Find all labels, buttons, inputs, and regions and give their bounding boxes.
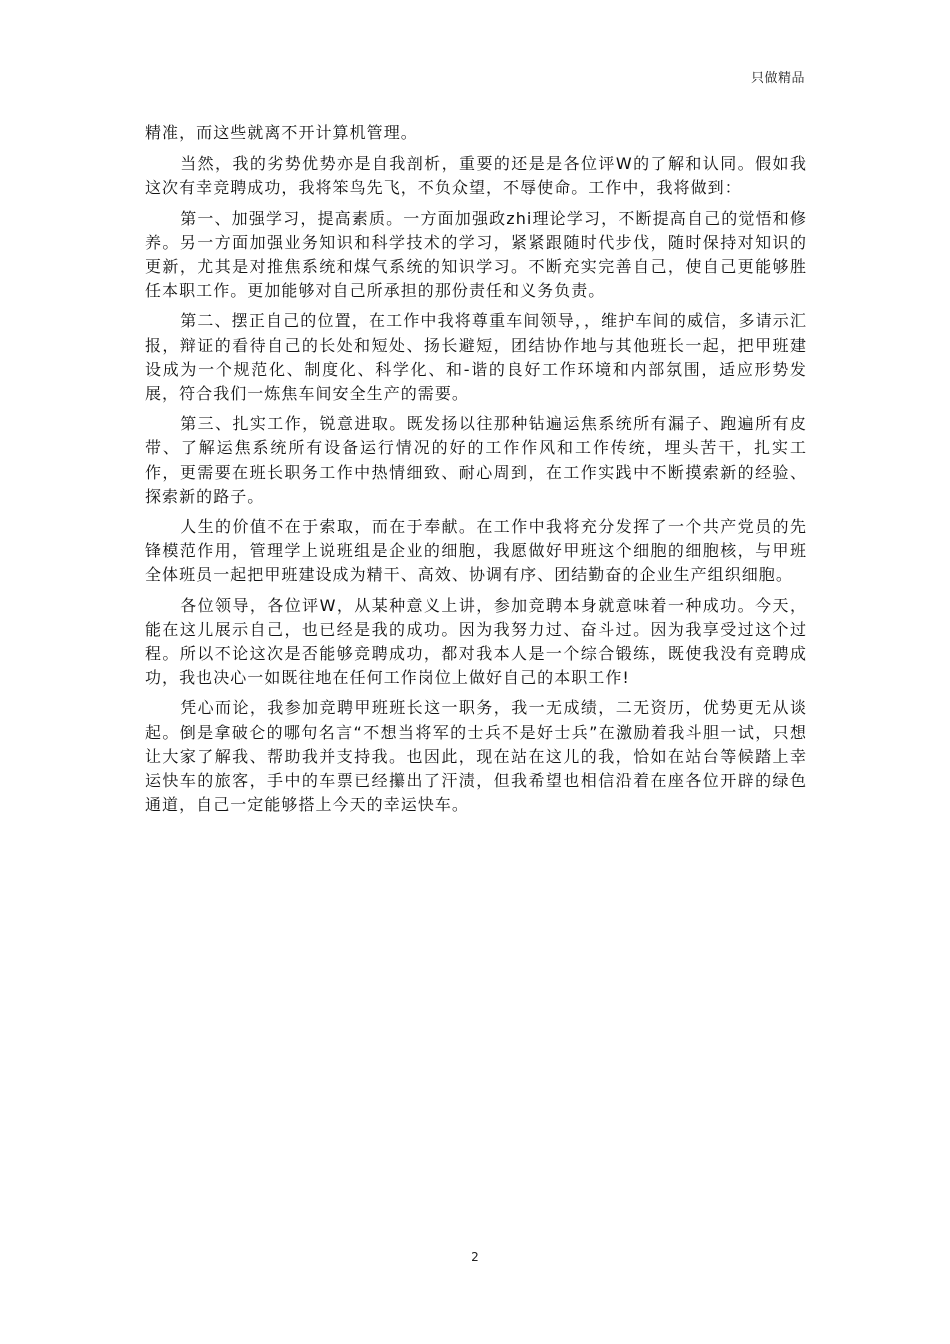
- paragraph-point-one: 第一、加强学习，提高素质。一方面加强政zhi理论学习，不断提高自己的觉悟和修养。另一方面加强业务知识和科学技术的学习，紧紧跟随时代步伐，随时保持对知识的更新，尤其是对推焦系统和煤气系统的知识学习。不断充实完善自己，使自己更能够胜任本职工作。更加能够对自己所承担的那份责任和义务负责。: [145, 208, 807, 301]
- header-label: 只做精品: [750, 71, 805, 86]
- paragraph-point-two: 第二、摆正自己的位置，在工作中我将尊重车间领导，，维护车间的威信，多请示汇报，辩证的看待自己的长处和短处、扬长避短，团结协作地与其他班长一起，把甲班建设成为一个规范化、制度化、科学化、和-谐的良好工作环境和内部氛围，适应形势发展，符合我们一炼焦车间安全生产的需要。: [145, 311, 807, 404]
- page-number: 2: [471, 1250, 479, 1264]
- paragraph-point-three: 第三、扎实工作，锐意进取。既发扬以往那种钻遍运焦系统所有漏子、跑遍所有皮带、了解运焦系统所有设备运行情况的好的工作作风和工作传统，埋头苦干，扎实工作，更需要在班长职务工作中热情细致、耐心周到，在工作实践中不断摸索新的经验、探索新的路子。: [145, 414, 807, 506]
- paragraph-self-analysis: 当然，我的劣势优势亦是自我剖析，重要的还是是各位评W的了解和认同。假如我这次有幸竞聘成功，我将笨鸟先飞，不负众望，不辱使命。工作中，我将做到：: [145, 154, 807, 198]
- paragraph-address-leaders: 各位领导，各位评W，从某种意义上讲，参加竞聘本身就意味着一种成功。今天，能在这儿展示自己，也已经是我的成功。因为我努力过、奋斗过。因为我享受过这个过程。所以不论这次是否能够竞聘成功，都对我本人是一个综合锻练，既使我没有竞聘成功，我也决心一如既往地在任何工作岗位上做好自己的本职工作!: [145, 595, 807, 688]
- paragraph-value-of-life: 人生的价值不在于索取，而在于奉献。在工作中我将充分发挥了一个共产党员的先锋模范作用，管理学上说班组是企业的细胞，我愿做好甲班这个细胞的细胞核，与甲班全体班员一起把甲班建设成为精干、高效、协调有序、团结勤奋的企业生产组织细胞。: [145, 517, 807, 585]
- paragraph-continuation: 精准，而这些就离不开计算机管理。: [145, 123, 418, 142]
- document-body: [145, 121, 807, 823]
- paragraph-conclusion: 凭心而论，我参加竞聘甲班班长这一职务，我一无成绩，二无资历，优势更无从谈起。倒是拿破仑的哪句名言“不想当将军的士兵不是好士兵”在激励着我斗胆一试，只想让大家了解我、帮助我并支持我。也因此，现在站在这儿的我，恰如在站台等候踏上幸运快车的旅客，手中的车票已经攥出了汗渍，但我希望也相信沿着在座各位开辟的绿色通道，自己一定能够搭上今天的幸运快车。: [145, 698, 807, 815]
